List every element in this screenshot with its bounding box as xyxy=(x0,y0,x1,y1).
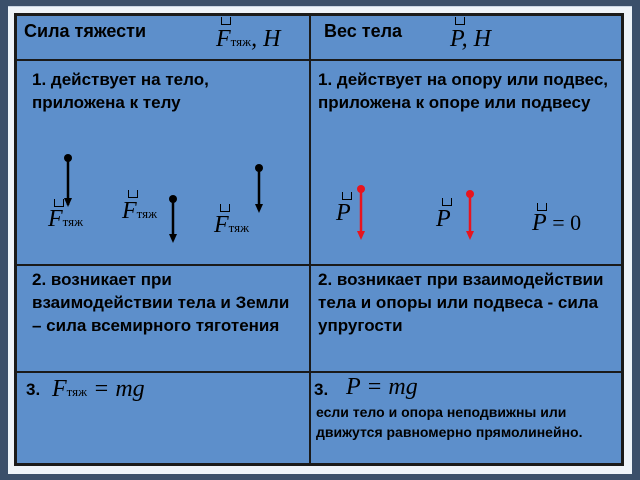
row3-weight-note: если тело и опора неподвижны или движутся равномерно прямолинейно. xyxy=(316,404,583,440)
weight-label-zero: P = 0 xyxy=(532,210,582,236)
row1-weight-text: 1. действует на опору или подвес, приложена к опоре или подвесу xyxy=(318,70,609,112)
row3-gravity-formula: Fтяж = mg xyxy=(52,376,145,402)
weight-arrow-2 xyxy=(466,190,474,240)
row3-weight-number: 3. xyxy=(314,380,329,399)
header-weight-formula: P, H xyxy=(450,26,491,52)
row3-gravity-number: 3. xyxy=(26,380,41,399)
header-gravity-title: Сила тяжести xyxy=(24,21,147,41)
header-gravity-formula: Fтяж, H xyxy=(216,26,281,52)
row2-gravity-text: 2. возникает при взаимодействии тела и Земли – сила всемирного тяготения xyxy=(32,270,290,335)
row3-weight-formula: P = mg xyxy=(346,374,418,400)
weight-label-1: P xyxy=(336,200,351,226)
row2-weight-text: 2. возникает при взаимодействии тела и опоры или подвеса - сила упругости xyxy=(318,270,604,335)
gravity-arrow-3 xyxy=(255,164,263,213)
gravity-arrow-1 xyxy=(64,154,72,207)
row1-gravity-text: 1. действует на тело, приложена к телу xyxy=(32,70,209,112)
weight-label-2: P xyxy=(436,206,451,232)
header-weight-title: Вес тела xyxy=(324,21,403,41)
gravity-label-2: Fтяж xyxy=(122,198,158,224)
weight-arrow-1 xyxy=(357,185,365,240)
gravity-label-3: Fтяж xyxy=(214,212,250,238)
gravity-arrow-2 xyxy=(169,195,177,243)
gravity-label-1: Fтяж xyxy=(48,206,84,232)
